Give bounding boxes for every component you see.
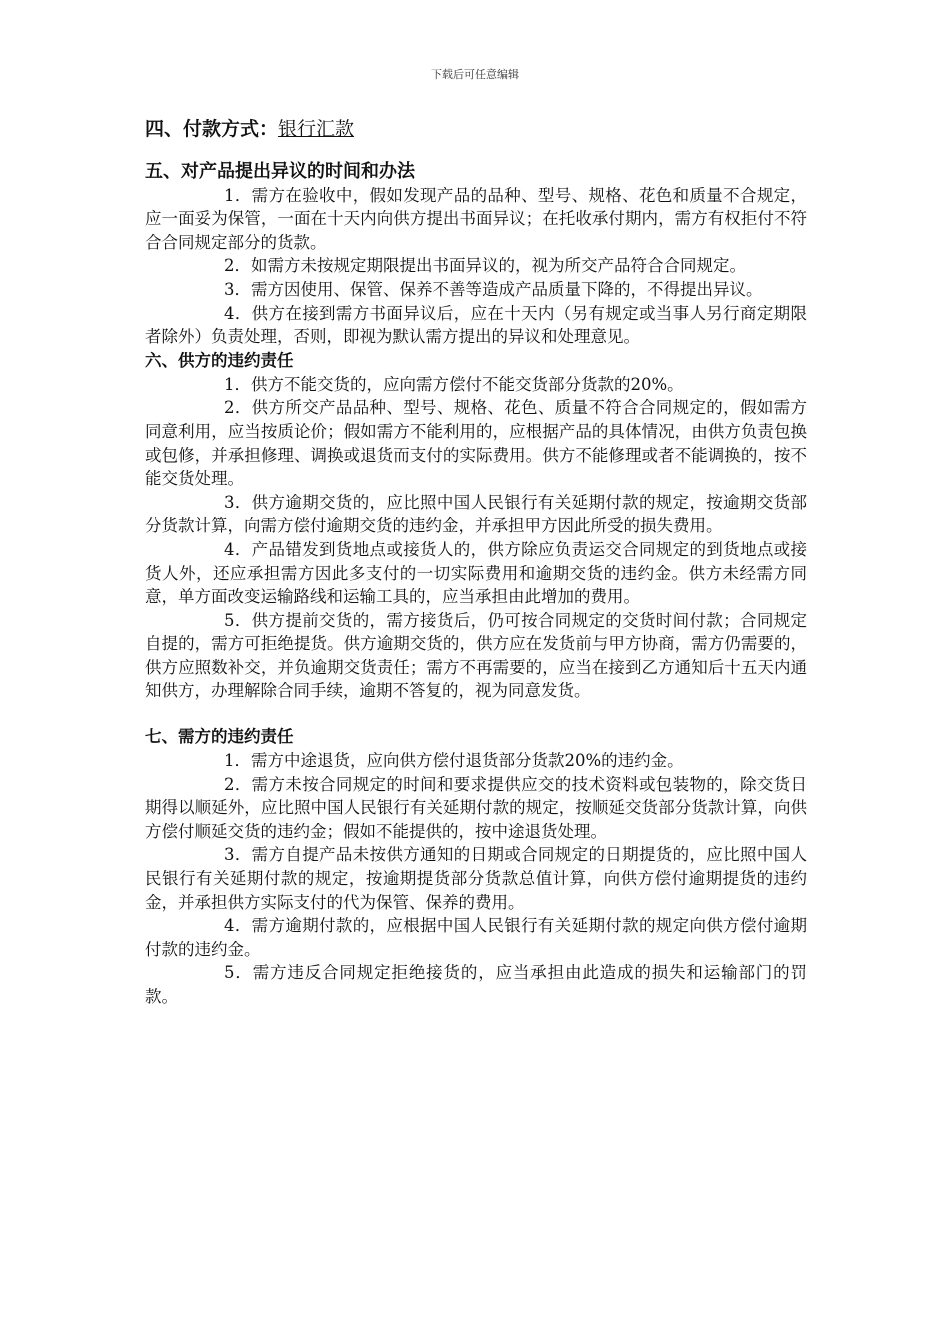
clause: 1．供方不能交货的，应向需方偿付不能交货部分货款的20%。 — [224, 374, 684, 394]
clause: 4．供方在接到需方书面异议后，应在十天内（另有规定或当事人另行商定期限者除外）负责处理，否则，即视为默认需方提出的异议和处理意见。 — [145, 303, 807, 347]
clause: 4．产品错发到货地点或接货人的，供方除应负责运交合同规定的到货地点或接货人外，还应承担需方因此多支付的一切实际费用和逾期交货的违约金。供方未经需方同意，单方面改变运输路线和运输工具的，应当承担由此增加的费用。 — [145, 539, 807, 607]
payment-method-label: 四、付款方式： — [145, 118, 279, 140]
clause: 1．需方在验收中，假如发现产品的品种、型号、规格、花色和质量不合规定，应一面妥为保管，一面在十天内向供方提出书面异议；在托收承付期内，需方有权拒付不符合合同规定部分的货款。 — [145, 185, 807, 252]
document-body — [145, 118, 807, 1009]
clause: 3．需方因使用、保管、保养不善等造成产品质量下降的，不得提出异议。 — [224, 279, 763, 299]
clause: 2．供方所交产品品种、型号、规格、花色、质量不符合合同规定的，假如需方同意利用，应当按质论价；假如需方不能利用的，应根据产品的具体情况，由供方负责包换或包修，并承担修理、调换或退货而支付的实际费用。供方不能修理或者不能调换的，按不能交货处理。 — [145, 398, 807, 489]
clause: 2．如需方未按规定期限提出书面异议的，视为所交产品符合合同规定。 — [224, 256, 746, 276]
clause: 1．需方中途退货，应向供方偿付退货部分货款20%的违约金。 — [224, 751, 684, 771]
clause: 5．供方提前交货的，需方接货后，仍可按合同规定的交货时间付款；合同规定自提的，需方可拒绝提货。供方逾期交货的，供方应在发货前与甲方协商，需方仍需要的，供方应照数补交，并负逾期交货责任；需方不再需要的，应当在接到乙方通知后十五天内通知供方，办理解除合同手续，逾期不答复的，视为同意发货。 — [145, 610, 807, 701]
clause: 3．供方逾期交货的，应比照中国人民银行有关延期付款的规定，按逾期交货部分货款计算，向需方偿付逾期交货的违约金，并承担甲方因此所受的损失费用。 — [145, 492, 807, 536]
clause: 3．需方自提产品未按供方通知的日期或合同规定的日期提货的，应比照中国人民银行有关延期付款的规定，按逾期提货部分货款总值计算，向供方偿付逾期提货的违约金，并承担供方实际支付的代为保管、保养的费用。 — [145, 845, 807, 912]
clause: 2．需方未按合同规定的时间和要求提供应交的技术资料或包装物的，除交货日期得以顺延外，应比照中国人民银行有关延期付款的规定，按顺延交货部分货款计算，向供方偿付顺延交货的违约金；假如不能提供的，按中途退货处理。 — [145, 774, 807, 841]
clause: 4．需方逾期付款的，应根据中国人民银行有关延期付款的规定向供方偿付逾期付款的违约金。 — [145, 916, 807, 959]
section-title: 六、供方的违约责任 — [145, 350, 294, 370]
clause: 5．需方违反合同规定拒绝接货的，应当承担由此造成的损失和运输部门的罚款。 — [145, 963, 807, 1006]
section-title: 五、对产品提出异议的时间和办法 — [145, 160, 415, 182]
section-title: 七、需方的违约责任 — [145, 727, 294, 747]
payment-method-line — [145, 118, 807, 142]
spacer — [145, 703, 807, 725]
payment-method-value: 银行汇款 — [278, 118, 355, 140]
page-header: 下载后可任意编辑 — [431, 68, 519, 81]
